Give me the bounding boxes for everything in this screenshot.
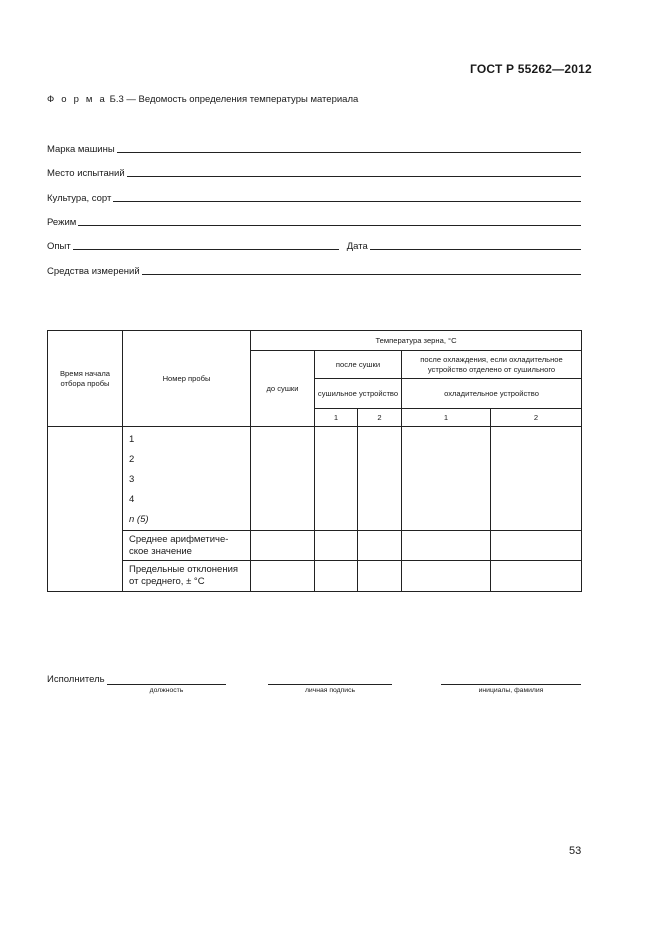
field-date-line bbox=[370, 249, 581, 250]
cell bbox=[251, 561, 315, 592]
field-place-label: Место испытаний bbox=[47, 168, 125, 179]
cell-time bbox=[48, 427, 123, 531]
field-machine-line bbox=[117, 152, 581, 153]
form-word: Ф о р м а bbox=[47, 94, 107, 105]
cell bbox=[251, 531, 315, 561]
field-crop-line bbox=[113, 201, 581, 202]
field-experiment-label: Опыт bbox=[47, 241, 71, 252]
sample-row: 4 bbox=[129, 494, 135, 505]
cell bbox=[315, 561, 358, 592]
field-instruments bbox=[47, 263, 581, 277]
cell-time bbox=[48, 531, 123, 561]
cell-time bbox=[48, 561, 123, 592]
header-num-4: 2 bbox=[491, 409, 582, 427]
header-num-1: 1 bbox=[315, 409, 358, 427]
cell bbox=[315, 531, 358, 561]
cell bbox=[402, 531, 491, 561]
form-caption bbox=[47, 94, 358, 105]
field-crop-label: Культура, сорт bbox=[47, 193, 112, 204]
cell bbox=[402, 427, 491, 531]
temperature-table bbox=[47, 330, 582, 592]
field-mode bbox=[47, 214, 581, 228]
page-number: 53 bbox=[569, 845, 582, 857]
cell bbox=[358, 427, 402, 531]
sample-row: 2 bbox=[129, 454, 135, 465]
cell bbox=[251, 427, 315, 531]
cell bbox=[358, 531, 402, 561]
field-mode-line bbox=[78, 225, 581, 226]
sample-row: 3 bbox=[129, 474, 135, 485]
field-date-label: Дата bbox=[346, 241, 368, 252]
signature-label: личная подпись bbox=[304, 687, 356, 694]
header-sample: Номер пробы bbox=[123, 331, 251, 427]
header-cooler: охладительное устройство bbox=[402, 379, 582, 409]
cell bbox=[491, 427, 582, 531]
field-instruments-line bbox=[142, 274, 581, 275]
header-after-cooling: после охлаждения, если охладительное устройство отделено от сушильного bbox=[402, 351, 582, 379]
performer-label: Исполнитель bbox=[47, 674, 105, 685]
field-mode-label: Режим bbox=[47, 217, 77, 228]
field-place bbox=[47, 165, 581, 179]
header-before-drying: до сушки bbox=[251, 351, 315, 427]
row-mean-label: Среднее арифметиче-ское значение bbox=[123, 531, 251, 561]
header-temperature: Температура зерна, °С bbox=[251, 331, 582, 351]
standard-number: ГОСТ Р 55262—2012 bbox=[470, 62, 592, 76]
field-machine-label: Марка машины bbox=[47, 144, 115, 155]
header-dryer: сушильное устройство bbox=[315, 379, 402, 409]
header-num-3: 1 bbox=[402, 409, 491, 427]
cell bbox=[402, 561, 491, 592]
signature-line bbox=[268, 684, 392, 685]
row-deviation-label: Предельные отклонения от среднего, ± °С bbox=[123, 561, 251, 592]
cell bbox=[491, 561, 582, 592]
cell bbox=[491, 531, 582, 561]
field-place-line bbox=[127, 176, 581, 177]
field-instruments-label: Средства измерений bbox=[47, 266, 140, 277]
header-num-2: 2 bbox=[358, 409, 402, 427]
position-line bbox=[107, 684, 226, 685]
sample-list bbox=[123, 427, 251, 531]
field-machine bbox=[47, 141, 581, 155]
field-experiment bbox=[47, 238, 581, 252]
sample-row: 1 bbox=[129, 434, 135, 445]
form-title: Б.3 — Ведомость определения температуры материала bbox=[106, 94, 359, 105]
field-crop bbox=[47, 190, 581, 204]
header-after-drying: после сушки bbox=[315, 351, 402, 379]
name-line bbox=[441, 684, 581, 685]
header-time: Время начала отбора пробы bbox=[48, 331, 123, 427]
cell bbox=[315, 427, 358, 531]
cell bbox=[358, 561, 402, 592]
position-label: должность bbox=[149, 687, 184, 694]
field-experiment-line bbox=[73, 249, 339, 250]
name-label: инициалы, фамилия bbox=[478, 687, 544, 694]
sample-row: n (5) bbox=[129, 514, 149, 525]
